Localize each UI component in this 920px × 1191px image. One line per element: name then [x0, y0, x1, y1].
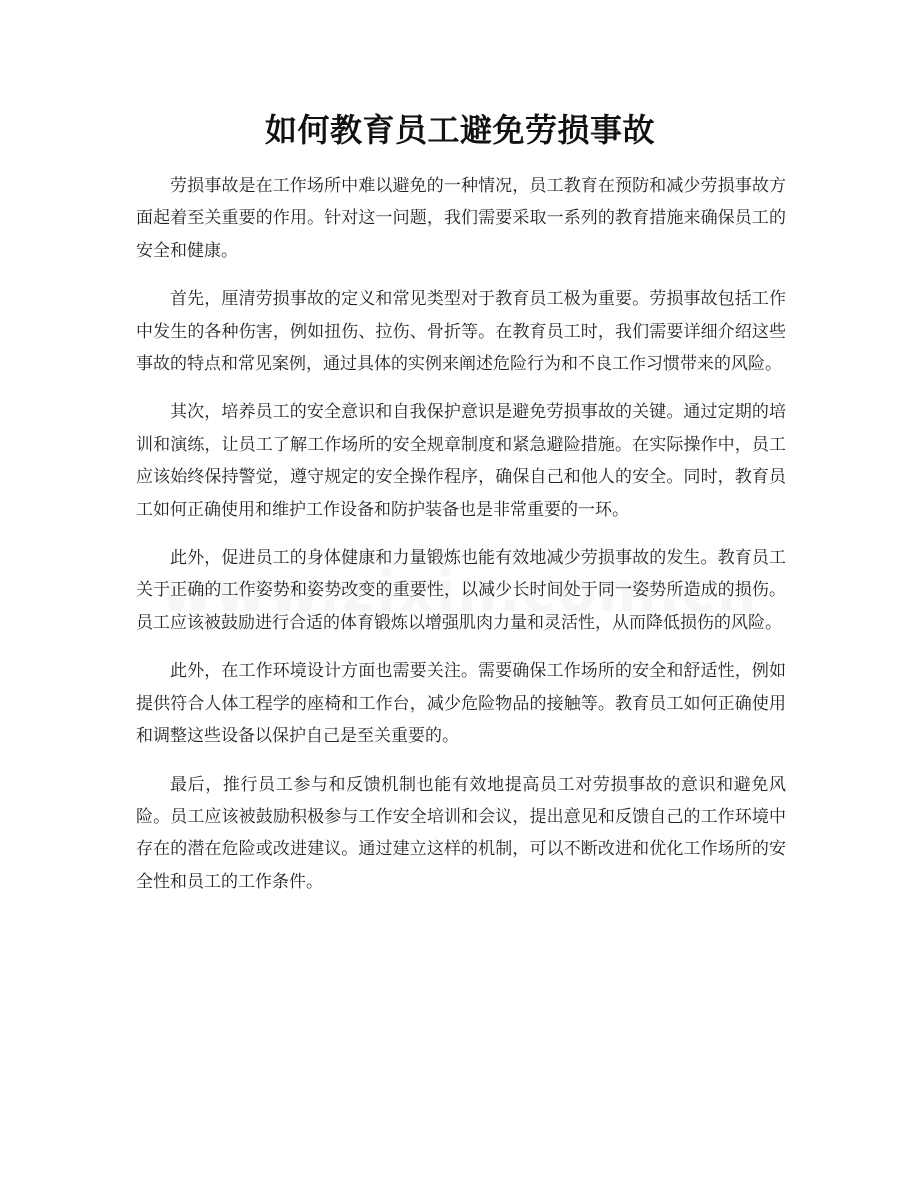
- paragraph-intro: 劳损事故是在工作场所中难以避免的一种情况，员工教育在预防和减少劳损事故方面起着至关重要的作用。针对这一问题，我们需要采取一系列的教育措施来确保员工的安全和健康。: [136, 176, 786, 261]
- document-body: [136, 154, 786, 898]
- paragraph-third: 此外，促进员工的身体健康和力量锻炼也能有效地减少劳损事故的发生。教育员工关于正确的工作姿势和姿势改变的重要性，以减少长时间处于同一姿势所造成的损伤。员工应该被鼓励进行合适的体育锻炼以增强肌肉力量和灵活性，从而降低损伤的风险。: [136, 548, 786, 633]
- paragraph-final: 最后，推行员工参与和反馈机制也能有效地提高员工对劳损事故的意识和避免风险。员工应该被鼓励积极参与工作安全培训和会议，提出意见和反馈自己的工作环境中存在的潜在危险或改进建议。通过建立这样的机制，可以不断改进和优化工作场所的安全性和员工的工作条件。: [136, 774, 786, 892]
- paragraph-first: 首先，厘清劳损事故的定义和常见类型对于教育员工极为重要。劳损事故包括工作中发生的各种伤害，例如扭伤、拉伤、骨折等。在教育员工时，我们需要详细介绍这些事故的特点和常见案例，通过具体的实例来阐述危险行为和不良工作习惯带来的风险。: [136, 289, 786, 375]
- paragraph-fourth: 此外，在工作环境设计方面也需要关注。需要确保工作场所的安全和舒适性，例如提供符合人体工程学的座椅和工作台，减少危险物品的接触等。教育员工如何正确使用和调整这些设备以保护自己是至关重要的。: [136, 661, 786, 747]
- document-title: 如何教育员工避免劳损事故: [264, 111, 655, 149]
- paragraph-second: 其次，培养员工的安全意识和自我保护意识是避免劳损事故的关键。通过定期的培训和演练，让员工了解工作场所的安全规章制度和紧急避险措施。在实际操作中，员工应该始终保持警觉，遵守规定的安全操作程序，确保自己和他人的安全。同时，教育员工如何正确使用和维护工作设备和防护装备也是非常重要的一环。: [136, 402, 786, 520]
